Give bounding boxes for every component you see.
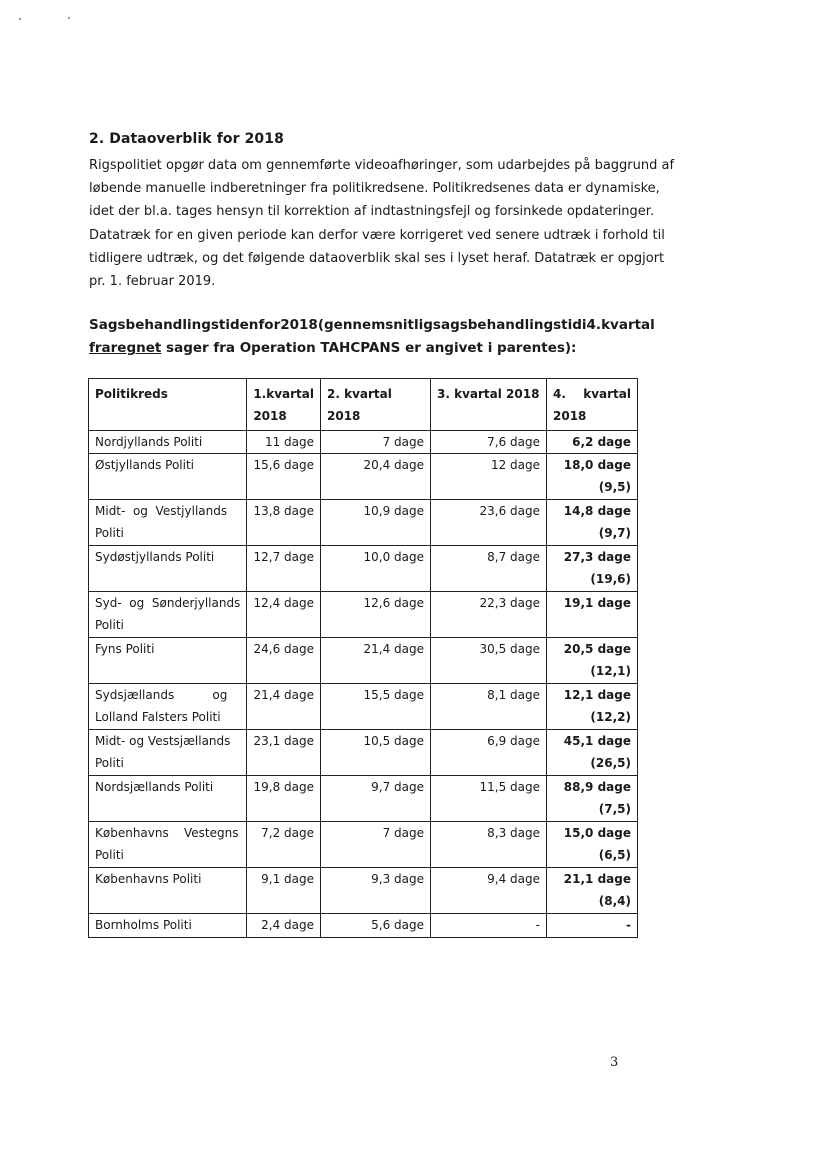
cell-q1: 23,1 dage [247, 730, 321, 776]
intro-line: pr. 1. februar 2019. [89, 274, 216, 290]
cell-q1: 12,4 dage [247, 592, 321, 638]
q4-excl-tahcpans: (26,5) [590, 756, 631, 770]
table-row [89, 730, 638, 776]
cell-q3: - [431, 914, 547, 938]
q4-excl-tahcpans: (9,7) [598, 526, 631, 540]
cell-politikreds [89, 546, 247, 592]
table-heading-line2 [89, 337, 635, 360]
q4-value: 27,3 dage [563, 550, 631, 564]
underlined-word: fraregnet [89, 340, 162, 356]
intro-paragraph [89, 154, 675, 293]
cell-q3: 22,3 dage [431, 592, 547, 638]
header-q2: 2. kvartal 2018 [321, 379, 431, 431]
q4-excl-tahcpans: (6,5) [598, 848, 631, 862]
cell-q3: 8,7 dage [431, 546, 547, 592]
q4-excl-tahcpans: (8,4) [598, 894, 631, 908]
cell-politikreds [89, 730, 247, 776]
q4-excl-tahcpans: (19,6) [590, 572, 631, 586]
politikreds-name: Nordjyllands Politi [95, 435, 203, 449]
cell-q4 [547, 822, 638, 868]
cell-politikreds [89, 638, 247, 684]
q4-value: 19,1 dage [563, 596, 631, 610]
header-politikreds: Politikreds [89, 379, 247, 431]
politikreds-name: Fyns Politi [95, 642, 155, 656]
heading-word: i [581, 317, 587, 333]
q4-value: 88,9 dage [563, 780, 631, 794]
politikreds-name: Bornholms Politi [95, 918, 192, 932]
table-row [89, 868, 638, 914]
heading-rest: sager fra Operation TAHCPANS er angivet i parentes): [161, 340, 577, 356]
politikreds-name: Midt- og Vestjyllands [95, 504, 228, 518]
cell-q2: 10,0 dage [321, 546, 431, 592]
q4-value: 6,2 dage [572, 435, 631, 449]
cell-q3: 9,4 dage [431, 868, 547, 914]
cell-q1: 21,4 dage [247, 684, 321, 730]
header-q1-line2: 2018 [253, 409, 287, 423]
heading-word: 4. [586, 317, 602, 333]
header-q4-line1 [553, 383, 631, 405]
politikreds-name: Midt- og Vestsjællands [95, 734, 231, 748]
cell-q3: 23,6 dage [431, 500, 547, 546]
cell-q3: 12 dage [431, 454, 547, 500]
table-row [89, 546, 638, 592]
cell-q2: 7 dage [321, 822, 431, 868]
page-number: 3 [610, 1055, 619, 1070]
section-heading: 2. Dataoverblik for 2018 [89, 131, 284, 147]
cell-q4 [547, 546, 638, 592]
cell-q2: 9,7 dage [321, 776, 431, 822]
cell-politikreds [89, 454, 247, 500]
q4-excl-tahcpans: (12,2) [590, 710, 631, 724]
cell-q4 [547, 638, 638, 684]
table-header-row [89, 379, 638, 431]
cell-politikreds [89, 868, 247, 914]
header-q3: 3. kvartal 2018 [431, 379, 547, 431]
cell-q2: 15,5 dage [321, 684, 431, 730]
intro-line: løbende manuelle indberetninger fra politikredsene. Politikredsenes data er dynamiske, [89, 181, 660, 197]
q4-value: 21,1 dage [563, 872, 631, 886]
cell-q2: 10,5 dage [321, 730, 431, 776]
scan-artifact [19, 18, 21, 20]
cell-q4 [547, 730, 638, 776]
header-q4 [547, 379, 638, 431]
politikreds-name: Nordsjællands Politi [95, 780, 214, 794]
cell-q4 [547, 914, 638, 938]
table-row [89, 431, 638, 454]
heading-word: 2018 [280, 317, 318, 333]
cell-q1: 2,4 dage [247, 914, 321, 938]
cell-q1: 13,8 dage [247, 500, 321, 546]
header-q4-part1: 4. [553, 387, 566, 401]
q4-excl-tahcpans: (7,5) [598, 802, 631, 816]
table-row [89, 914, 638, 938]
politikreds-name: Københavns Vestegns [95, 826, 239, 840]
cell-q2: 20,4 dage [321, 454, 431, 500]
table-row [89, 776, 638, 822]
table-heading [89, 314, 655, 360]
q4-value: 14,8 dage [563, 504, 631, 518]
cell-politikreds [89, 914, 247, 938]
heading-word: (gennemsnitlig [317, 317, 433, 333]
header-q4-line2: 2018 [553, 409, 587, 423]
heading-word: for [258, 317, 281, 333]
cell-q4 [547, 868, 638, 914]
cell-q1: 24,6 dage [247, 638, 321, 684]
cell-politikreds [89, 776, 247, 822]
heading-word: sagsbehandlingstid [432, 317, 582, 333]
cell-politikreds [89, 592, 247, 638]
politikreds-name: Østjyllands Politi [95, 458, 195, 472]
politikreds-name: Sydøstjyllands Politi [95, 550, 215, 564]
cell-q1: 7,2 dage [247, 822, 321, 868]
politikreds-name-line2: Politi [95, 526, 124, 540]
header-q1-line1: 1.kvartal [253, 387, 314, 401]
cell-q3: 6,9 dage [431, 730, 547, 776]
cell-q3: 8,3 dage [431, 822, 547, 868]
cell-q1: 9,1 dage [247, 868, 321, 914]
cell-q3: 8,1 dage [431, 684, 547, 730]
cell-politikreds [89, 822, 247, 868]
q4-value: 20,5 dage [563, 642, 631, 656]
cell-q1: 12,7 dage [247, 546, 321, 592]
table-row [89, 454, 638, 500]
intro-line: Rigspolitiet opgør data om gennemførte videoafhøringer, som udarbejdes på baggrund af [89, 158, 675, 173]
cell-q4 [547, 431, 638, 454]
cell-q2: 10,9 dage [321, 500, 431, 546]
q4-value: - [626, 918, 631, 932]
cell-q2: 5,6 dage [321, 914, 431, 938]
cell-q4 [547, 500, 638, 546]
q4-value: 15,0 dage [563, 826, 631, 840]
politikreds-name: Sydsjællands og [95, 688, 228, 702]
q4-value: 18,0 dage [563, 458, 631, 472]
politikreds-name: Syd- og Sønderjyllands [95, 596, 241, 610]
header-q1 [247, 379, 321, 431]
table-row [89, 684, 638, 730]
cell-q3: 30,5 dage [431, 638, 547, 684]
cell-q4 [547, 454, 638, 500]
cell-q2: 12,6 dage [321, 592, 431, 638]
header-q4-part2: kvartal [583, 387, 631, 401]
cell-q3: 7,6 dage [431, 431, 547, 454]
processing-time-table [88, 378, 638, 938]
intro-line: tidligere udtræk, og det følgende dataoverblik skal ses i lyset heraf. Datatræk er opgjort [89, 250, 665, 266]
cell-q2: 9,3 dage [321, 868, 431, 914]
cell-q1: 11 dage [247, 431, 321, 454]
q4-excl-tahcpans: (12,1) [590, 664, 631, 678]
cell-q3: 11,5 dage [431, 776, 547, 822]
cell-q1: 19,8 dage [247, 776, 321, 822]
intro-line: Datatræk for en given periode kan derfor være korrigeret ved senere udtræk i forhold til [89, 227, 665, 243]
q4-excl-tahcpans: (9,5) [598, 480, 631, 494]
politikreds-name-line2: Politi [95, 756, 124, 770]
table-heading-line1 [89, 314, 655, 337]
cell-politikreds [89, 500, 247, 546]
politikreds-name-line2: Politi [95, 848, 124, 862]
heading-word: kvartal [601, 317, 655, 333]
intro-line: idet der bl.a. tages hensyn til korrektion af indtastningsfejl og forsinkede opdateringer. [89, 204, 655, 220]
cell-politikreds [89, 684, 247, 730]
q4-value: 45,1 dage [563, 734, 631, 748]
table-row [89, 638, 638, 684]
cell-q1: 15,6 dage [247, 454, 321, 500]
heading-word: Sagsbehandlingstiden [89, 317, 259, 333]
cell-q2: 21,4 dage [321, 638, 431, 684]
table-row [89, 500, 638, 546]
cell-q4 [547, 684, 638, 730]
politikreds-name-line2: Politi [95, 618, 124, 632]
cell-q2: 7 dage [321, 431, 431, 454]
politikreds-name: Københavns Politi [95, 872, 202, 886]
cell-politikreds [89, 431, 247, 454]
q4-value: 12,1 dage [563, 688, 631, 702]
politikreds-name-line2: Lolland Falsters Politi [95, 710, 221, 724]
table-row [89, 592, 638, 638]
scan-artifact [68, 17, 70, 19]
cell-q4 [547, 776, 638, 822]
cell-q4 [547, 592, 638, 638]
table-row [89, 822, 638, 868]
